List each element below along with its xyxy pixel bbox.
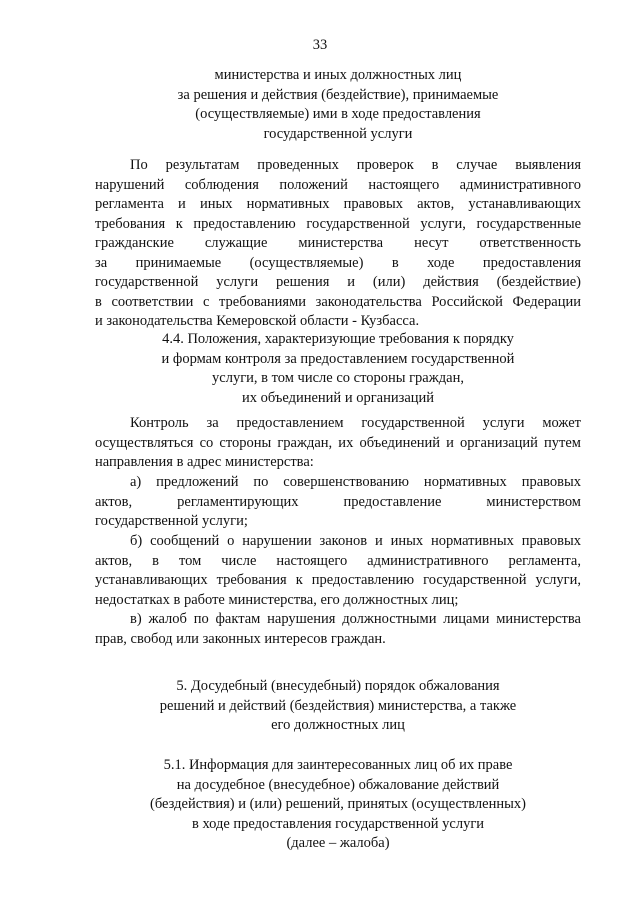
paragraph-line: государственной услуги решения и (или) действия (бездействие) <box>95 274 581 290</box>
paragraph-line: регламента и иных нормативных правовых актов, устанавливающих <box>95 196 581 212</box>
heading-line: министерства и иных должностных лиц <box>214 67 462 83</box>
paragraph-line: б) сообщений о нарушении законов и иных нормативных правовых <box>130 533 581 549</box>
paragraph-line: а) предложений по совершенствованию нормативных правовых <box>130 474 581 490</box>
paragraph-line: в) жалоб по фактам нарушения должностными лицами министерства <box>130 611 581 627</box>
paragraph-line: актов, в том числе настоящего административного регламента, <box>95 552 581 569</box>
section-5-1-heading <box>95 756 581 854</box>
paragraph-line: осуществляться со стороны граждан, их объединений и организаций путем <box>95 434 581 451</box>
paragraph-line: нарушений соблюдения положений настоящего административного <box>95 176 581 193</box>
paragraph-line: недостатках в работе министерства, его должностных лиц; <box>95 591 459 608</box>
heading-line: на досудебное (внесудебное) обжалование действий <box>176 776 500 793</box>
paragraph-line: актов, регламентирующих предоставление министерством <box>95 493 581 510</box>
heading-line: государственной услуги <box>263 125 413 142</box>
list-item-b <box>95 532 581 610</box>
paragraph-line: направления в адрес министерства: <box>95 454 314 470</box>
heading-line: (осуществляемые) ими в ходе предоставления <box>195 106 481 122</box>
heading-line: (бездействия) и (или) решений, принятых (осуществленных) <box>150 796 526 812</box>
heading-line: за решения и действия (бездействие), принимаемые <box>177 86 499 103</box>
heading-line: 5. Досудебный (внесудебный) порядок обжалования <box>176 678 500 694</box>
list-item-a <box>95 473 581 532</box>
paragraph-line: Контроль за предоставлением государственной услуги может <box>130 415 581 431</box>
paragraph-line: и законодательства Кемеровской области - Кузбасса. <box>95 313 420 329</box>
paragraph-line: требования к предоставлению государственной услуги, государственные <box>95 215 581 232</box>
paragraph-line: гражданские служащие министерства несут ответственность <box>95 235 581 251</box>
heading-line: решений и действий (бездействия) министерства, а также <box>159 697 517 714</box>
paragraph-control <box>95 414 581 473</box>
heading-continuation <box>95 66 581 144</box>
heading-line: услуги, в том числе со стороны граждан, <box>212 370 464 386</box>
heading-line: его должностных лиц <box>271 717 405 733</box>
heading-line: (далее – жалоба) <box>286 835 390 851</box>
paragraph-line: государственной услуги; <box>95 513 248 529</box>
paragraph-responsibility <box>95 156 581 332</box>
heading-line: в ходе предоставления государственной услуги <box>191 815 485 832</box>
heading-line: 5.1. Информация для заинтересованных лиц об их праве <box>163 757 513 773</box>
paragraph-line: в соответствии с требованиями законодательства Российской Федерации <box>95 293 581 310</box>
page-number: 33 <box>312 37 328 53</box>
paragraph-line: устанавливающих требования к предоставлению государственной услуги, <box>95 572 581 588</box>
section-5-heading <box>95 677 581 736</box>
list-item-c <box>95 610 581 649</box>
paragraph-line: прав, свобод или законных интересов граждан. <box>95 630 386 647</box>
paragraph-line: за принимаемые (осуществляемые) в ходе предоставления <box>95 254 581 271</box>
heading-line: и формам контроля за предоставлением государственной <box>161 350 515 367</box>
heading-line: их объединений и организаций <box>241 389 435 406</box>
section-4-4-heading <box>95 330 581 408</box>
heading-line: 4.4. Положения, характеризующие требования к порядку <box>162 331 514 347</box>
paragraph-line: По результатам проведенных проверок в случае выявления <box>130 157 581 173</box>
